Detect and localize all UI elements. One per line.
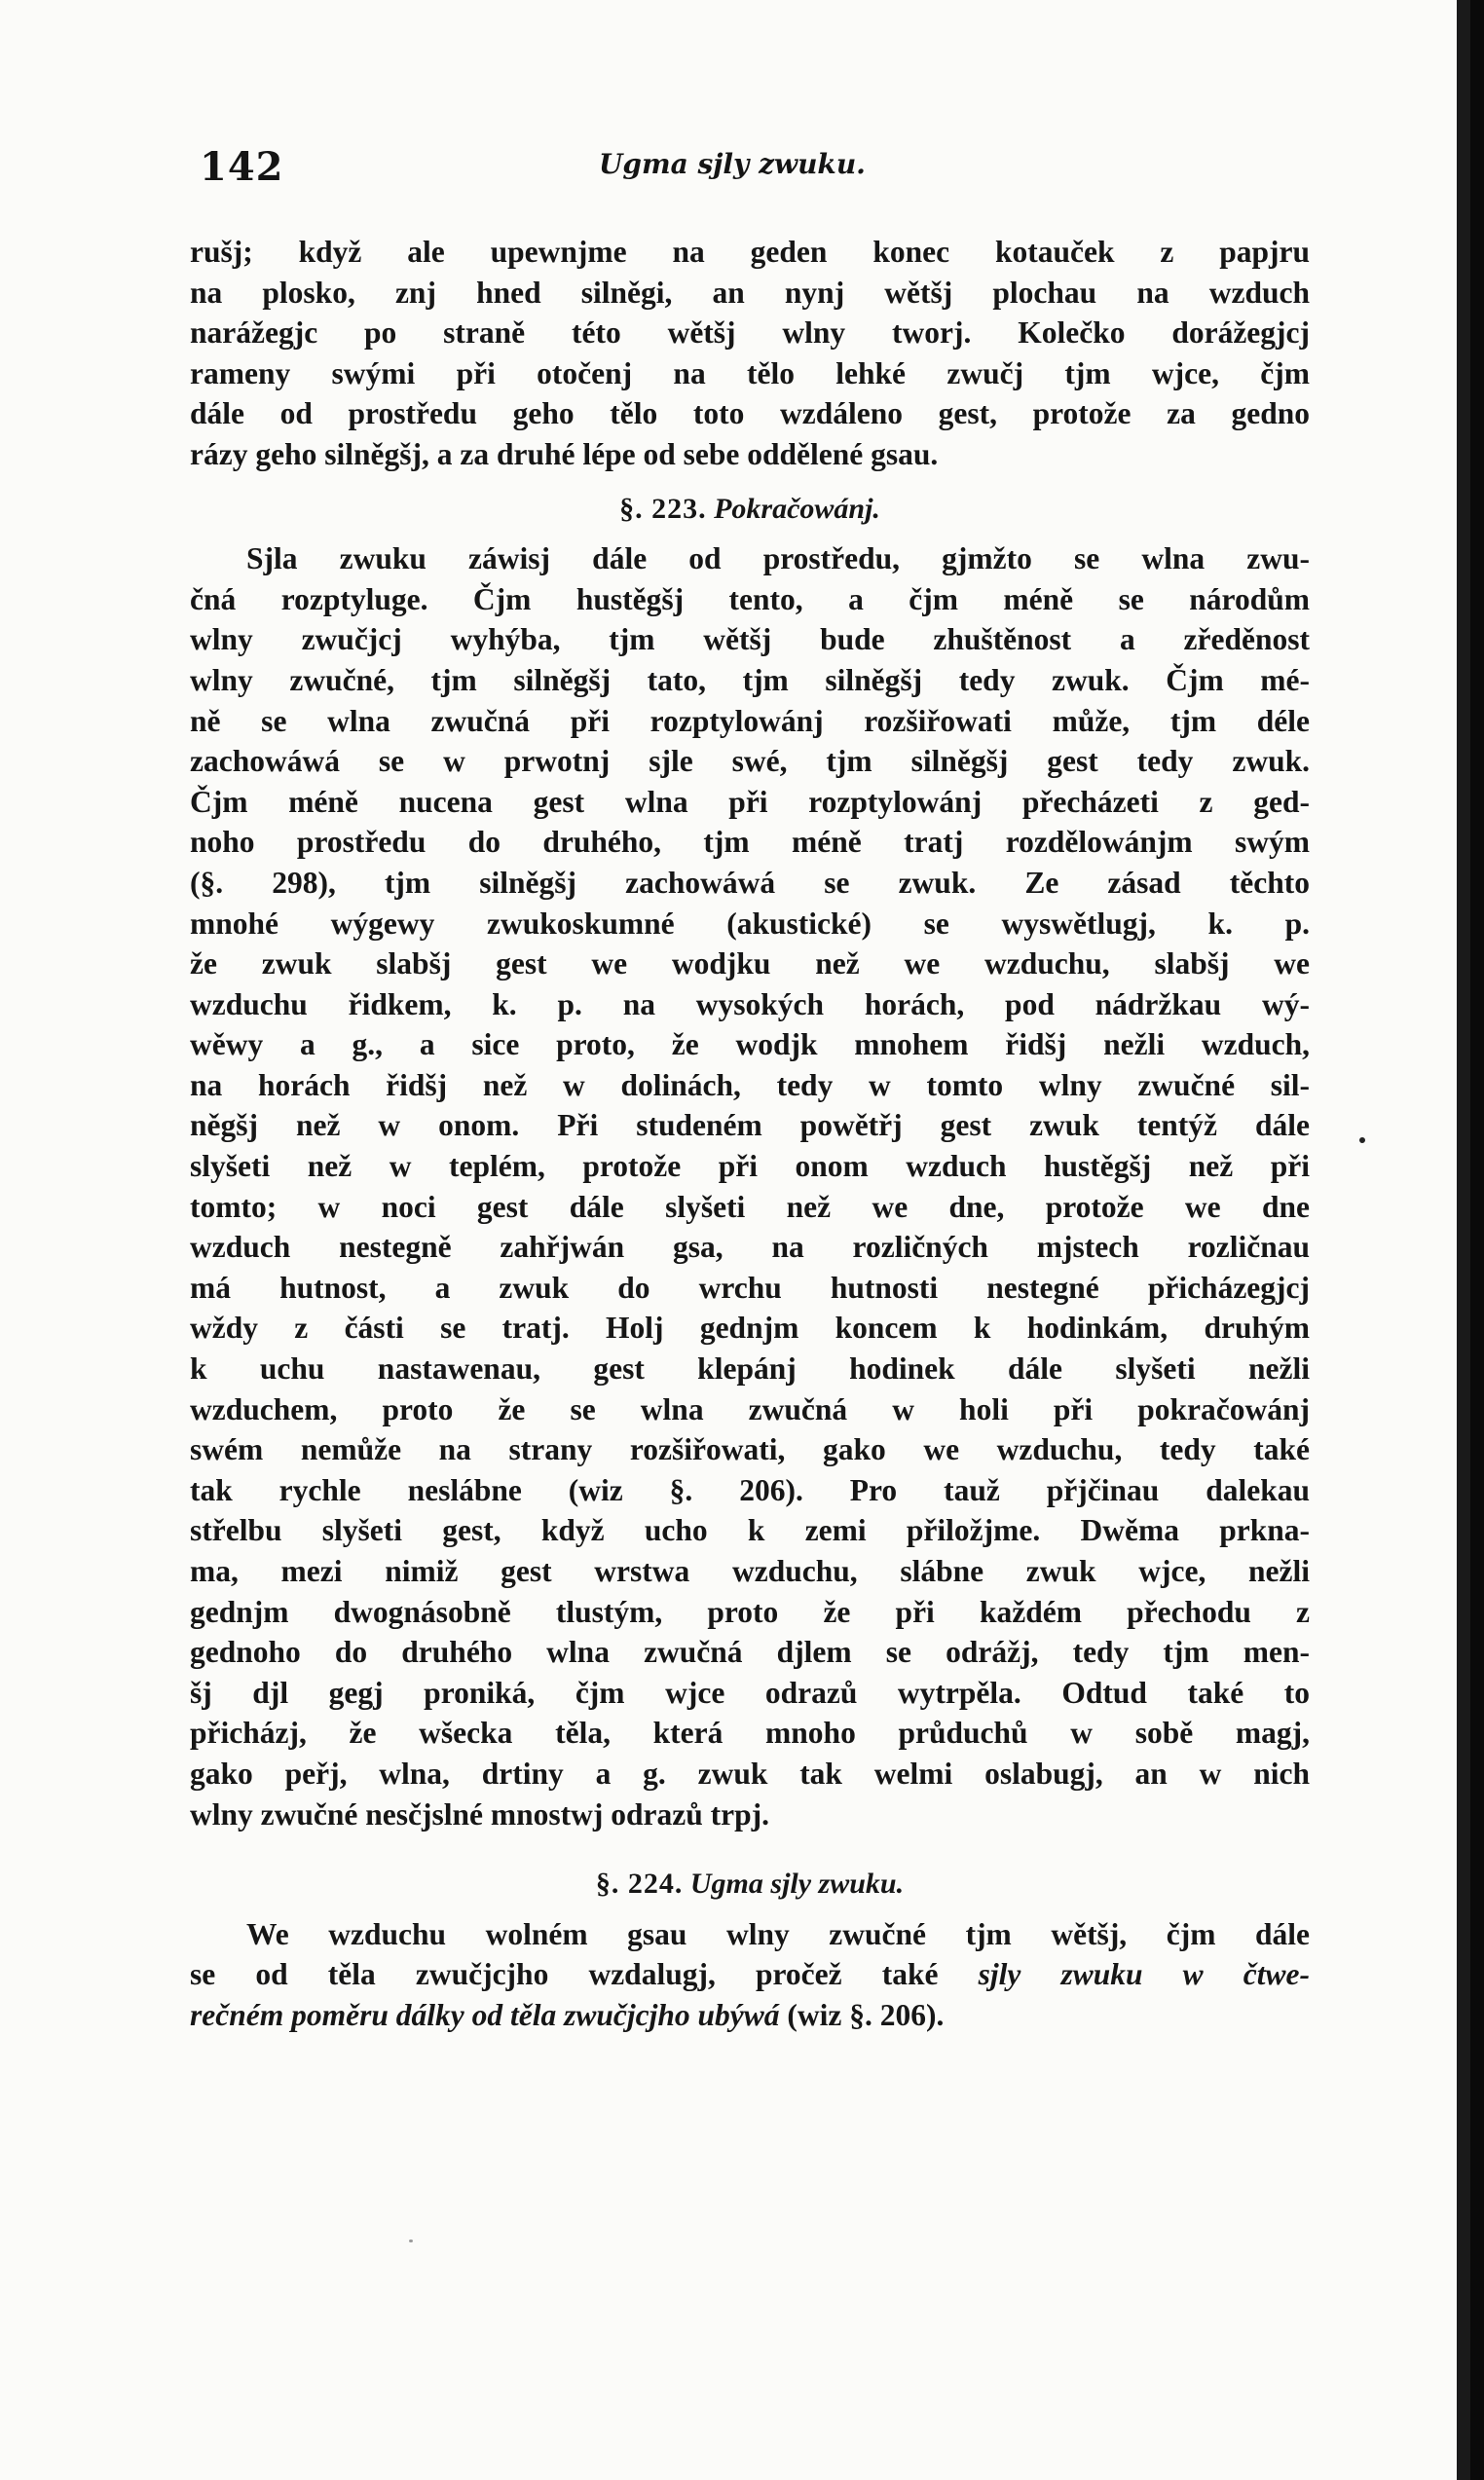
- text-line: rušj; když ale upewnjme na geden konec kotauček z papjru: [190, 235, 1310, 269]
- text-line: wždy z části se tratj. Holj gednjm koncem k hodinkám, druhým: [190, 1311, 1310, 1346]
- section-title: Pokračowánj.: [714, 492, 880, 525]
- text-line: že zwuk slabšj gest we wodjku než we wzduchu, slabšj we: [190, 946, 1310, 981]
- text-line: tak rychle neslábne (wiz §. 206). Pro tauž přjčinau dalekau: [190, 1472, 1310, 1507]
- text-line: [190, 1995, 1310, 2036]
- section-heading-223: [190, 489, 1310, 530]
- text-line: zachowáwá se w prwotnj sjle swé, tjm silněgšj gest tedy zwuk.: [190, 744, 1310, 779]
- text-line: šj djl gegj proniká, čjm wjce odrazů wytrpěla. Odtud také to: [190, 1675, 1310, 1710]
- text-line: střelbu slyšeti gest, když ucho k zemi přiložjme. Dwěma prkna-: [190, 1513, 1310, 1548]
- text-line: Čjm méně nucena gest wlna při rozptylowánj přecházeti z ged-: [190, 784, 1310, 819]
- text-line: wzduchu řidkem, k. p. na wysokých horách, pod nádržkau wý-: [190, 986, 1310, 1021]
- text-line: gednjm dwognásobně tlustým, proto že při každém přechodu z: [190, 1594, 1310, 1629]
- text-line: dále od prostředu geho tělo toto wzdáleno gest, protože za gedno: [190, 396, 1310, 431]
- text-line: wzduchem, proto že se wlna zwučná w holi při pokračowánj: [190, 1391, 1310, 1426]
- text-line: noho prostředu do druhého, tjm méně tratj rozdělowánjm swým: [190, 825, 1310, 860]
- text-line: narážegjc po straně této wětšj wlny tworj. Kolečko dorážegjcj: [190, 315, 1310, 351]
- text-line: gako peřj, wlna, drtiny a g. zwuk tak welmi oslabugj, an w nich: [190, 1756, 1310, 1791]
- text-line: gednoho do druhého wlna zwučná djlem se odrážj, tedy tjm men-: [190, 1635, 1310, 1670]
- text-line: [190, 1954, 1310, 1995]
- text-line: swém nemůže na strany rozšiřowati, gako we wzduchu, tedy také: [190, 1432, 1310, 1467]
- text-line: wlny zwučjcj wyhýba, tjm wětšj bude zhuštěnost a zředěnost: [190, 622, 1310, 657]
- paragraph-3: [190, 1914, 1310, 2036]
- section-number: §. 223.: [619, 492, 707, 525]
- section-heading-224: [190, 1864, 1310, 1905]
- ink-speck: [1359, 1137, 1365, 1143]
- running-head: Ugma sjly zwuku.: [599, 148, 866, 180]
- text-line: na horách řidšj než w dolinách, tedy w tomto wlny zwučné sil-: [190, 1067, 1310, 1102]
- text-line: wzduch nestegně zahřjwán gsa, na rozličných mjstech rozličnau: [190, 1230, 1310, 1265]
- paragraph-2: [190, 538, 1310, 1834]
- text-line: ma, mezi nimiž gest wrstwa wzduchu, slábne zwuk wjce, nežli: [190, 1554, 1310, 1588]
- text-line: ně se wlna zwučná při rozptylowánj rozšiřowati může, tjm déle: [190, 703, 1310, 738]
- scan-edge: [1457, 0, 1484, 2480]
- text-line: slyšeti než w teplém, protože při onom wzduch hustěgšj než při: [190, 1149, 1310, 1184]
- text-line: mnohé wýgewy zwukoskumné (akustické) se wyswětlugj, k. p.: [190, 906, 1310, 941]
- emphasized-text: rečném poměru dálky od těla zwučjcjho ubýwá: [190, 1997, 780, 2032]
- paragraph-1: [190, 232, 1310, 475]
- text-line: na plosko, znj hned silněgi, an nynj wětšj plochau na wzduch: [190, 275, 1310, 310]
- text-run: se od těla zwučjcjho wzdalugj, pročež také: [190, 1957, 979, 1992]
- text-line: něgšj než w onom. Při studeném powětřj gest zwuk tentýž dále: [190, 1108, 1310, 1143]
- text-line: wlny zwučné, tjm silněgšj tato, tjm silněgšj tedy zwuk. Čjm mé-: [190, 662, 1310, 697]
- text-line: čná rozptyluge. Čjm hustěgšj tento, a čjm méně se národům: [190, 581, 1310, 616]
- emphasized-text: sjly zwuku w čtwe-: [978, 1957, 1310, 1992]
- scan-edge-shadow: [1457, 0, 1470, 2480]
- text-line: (§. 298), tjm silněgšj zachowáwá se zwuk. Ze zásad těchto: [190, 865, 1310, 900]
- section-title: Ugma sjly zwuku.: [689, 1868, 905, 1901]
- section-number: §. 224.: [595, 1868, 684, 1901]
- text-line: k uchu nastawenau, gest klepánj hodinek dále slyšeti nežli: [190, 1351, 1310, 1387]
- text-line: wěwy a g., a sice proto, že wodjk mnohem řidšj nežli wzduch,: [190, 1027, 1310, 1062]
- text-line: rameny swými při otočenj na tělo lehké zwučj tjm wjce, čjm: [190, 355, 1310, 390]
- text-line: má hutnost, a zwuk do wrchu hutnosti nestegné přicházegjcj: [190, 1270, 1310, 1305]
- text-line: wlny zwučné nesčjslné mnostwj odrazů trpj.: [190, 1796, 769, 1832]
- body-text: [190, 232, 1310, 2036]
- text-line: Sjla zwuku záwisj dále od prostředu, gjmžto se wlna zwu-: [246, 541, 1310, 576]
- text-line: rázy geho silněgšj, a za druhé lépe od sebe oddělené gsau.: [190, 436, 939, 471]
- ink-speck: [409, 2239, 413, 2242]
- page-number: 142: [200, 144, 284, 190]
- text-line: We wzduchu wolném gsau wlny zwučné tjm wětšj, čjm dále: [246, 1916, 1310, 1951]
- text-line: tomto; w noci gest dále slyšeti než we dne, protože we dne: [190, 1189, 1310, 1224]
- text-run: (wiz §. 206).: [779, 1997, 945, 2032]
- page-header: [200, 144, 1324, 191]
- text-line: přicházj, že wšecka těla, která mnoho průduchů w sobě magj,: [190, 1716, 1310, 1751]
